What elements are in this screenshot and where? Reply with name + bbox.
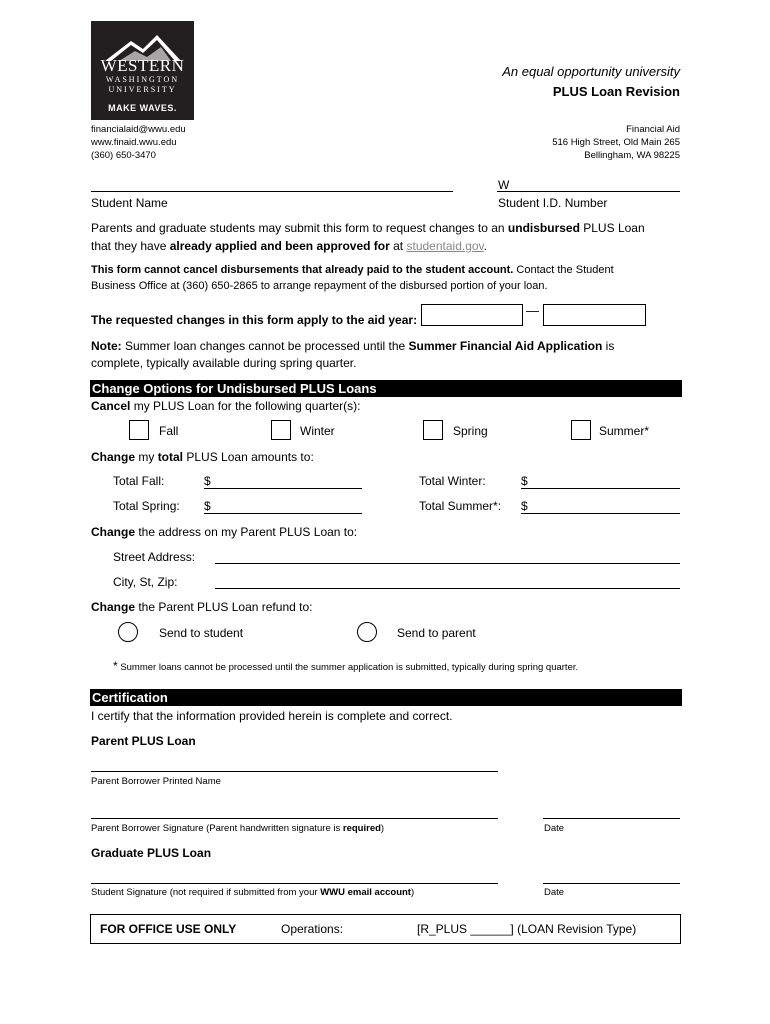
summer-processing-note: * Summer loans cannot be processed until the summer application is submitted, typically during spring quarter. (113, 659, 579, 673)
fall-label: Fall (159, 424, 179, 438)
total-winter-dollar: $ (521, 474, 528, 488)
graduate-plus-heading: Graduate PLUS Loan (91, 846, 212, 860)
logo-tagline: MAKE WAVES. (108, 103, 177, 113)
total-spring-label: Total Spring: (113, 499, 180, 513)
office-use-box (90, 914, 681, 944)
intro-paragraph-line1: Parents and graduate students may submit this form to request changes to an undisbursed PLUS Loan (91, 221, 645, 235)
student-id-prefix: W (498, 178, 510, 192)
studentaid-link[interactable]: studentaid.gov (406, 239, 484, 253)
summer-note-line2: complete, typically available during spring quarter. (91, 356, 357, 370)
student-signature-label: Student Signature (not required if submitted from your WWU email account) (91, 887, 415, 898)
parent-date-label: Date (544, 823, 565, 834)
total-summer-input[interactable] (521, 513, 680, 514)
total-fall-input[interactable] (204, 488, 362, 489)
parent-signature-input[interactable] (91, 818, 498, 819)
winter-checkbox[interactable] (271, 420, 291, 440)
aid-year-dash: — (526, 303, 539, 318)
student-date-input[interactable] (543, 883, 680, 884)
send-to-student-label: Send to student (159, 626, 244, 640)
parent-plus-heading: Parent PLUS Loan (91, 734, 196, 748)
student-id-line[interactable] (497, 191, 680, 192)
parent-printed-name-input[interactable] (91, 771, 498, 772)
equal-opportunity-text: An equal opportunity university (502, 64, 680, 79)
summer-checkbox[interactable] (571, 420, 591, 440)
disbursement-warning-line1: This form cannot cancel disbursements that already paid to the student account. Contact the Student (91, 264, 614, 276)
total-summer-dollar: $ (521, 499, 528, 513)
city-st-zip-input[interactable] (215, 588, 680, 589)
parent-signature-label: Parent Borrower Signature (Parent handwritten signature is required) (91, 823, 385, 834)
contact-email: financialaid@wwu.edu (91, 124, 186, 135)
total-spring-input[interactable] (204, 513, 362, 514)
revision-type-code: [R_PLUS ______] (LOAN Revision Type) (417, 922, 637, 936)
office-street: 516 High Street, Old Main 265 (552, 137, 680, 148)
office-use-label: FOR OFFICE USE ONLY (100, 922, 237, 936)
spring-checkbox[interactable] (423, 420, 443, 440)
certification-statement: I certify that the information provided herein is complete and correct. (91, 709, 453, 723)
parent-printed-name-label: Parent Borrower Printed Name (91, 776, 221, 787)
logo-university: UNIVERSITY (108, 85, 177, 94)
aid-year-label: The requested changes in this form apply to the aid year: (91, 313, 418, 327)
contact-phone: (360) 650-3470 (91, 150, 156, 161)
university-logo (91, 21, 194, 120)
disbursement-warning-line2: Business Office at (360) 650-2865 to arrange repayment of the disbursed portion of your loan. (91, 280, 548, 292)
total-fall-label: Total Fall: (113, 474, 165, 488)
total-summer-label: Total Summer*: (419, 499, 502, 513)
operations-label: Operations: (281, 922, 344, 936)
office-name: Financial Aid (626, 124, 680, 135)
parent-date-input[interactable] (543, 818, 680, 819)
intro-paragraph-line2: that they have already applied and been approved for at studentaid.gov. (91, 239, 487, 253)
summer-note-line1: Note: Summer loan changes cannot be processed until the Summer Financial Aid Application is (91, 339, 615, 353)
aid-year-start-input[interactable] (421, 304, 523, 326)
aid-year-end-input[interactable] (543, 304, 646, 326)
student-name-line[interactable] (91, 191, 453, 192)
office-city: Bellingham, WA 98225 (584, 150, 680, 161)
total-winter-input[interactable] (521, 488, 680, 489)
change-address-label: Change the address on my Parent PLUS Loan to: (91, 525, 358, 539)
summer-label: Summer* (599, 424, 650, 438)
street-address-input[interactable] (215, 563, 680, 564)
send-to-student-radio[interactable] (118, 622, 138, 642)
change-refund-label: Change the Parent PLUS Loan refund to: (91, 600, 313, 614)
total-spring-dollar: $ (204, 499, 211, 513)
cancel-label: Cancel my PLUS Loan for the following quarter(s): (91, 399, 361, 413)
send-to-parent-radio[interactable] (357, 622, 377, 642)
street-address-label: Street Address: (113, 550, 196, 564)
logo-washington: WASHINGTON (105, 75, 180, 84)
send-to-parent-label: Send to parent (397, 626, 476, 640)
winter-label: Winter (300, 424, 335, 438)
student-signature-input[interactable] (91, 883, 498, 884)
certification-heading: Certification (90, 689, 682, 706)
total-fall-dollar: $ (204, 474, 211, 488)
change-total-label: Change my total PLUS Loan amounts to: (91, 450, 314, 464)
contact-web: www.finaid.wwu.edu (91, 137, 177, 148)
student-name-label: Student Name (91, 196, 168, 210)
options-section-heading: Change Options for Undisbursed PLUS Loans (90, 380, 682, 397)
form-title: PLUS Loan Revision (552, 84, 680, 99)
student-id-label: Student I.D. Number (498, 196, 608, 210)
fall-checkbox[interactable] (129, 420, 149, 440)
total-winter-label: Total Winter: (419, 474, 486, 488)
spring-label: Spring (453, 424, 488, 438)
logo-western: WESTERN (100, 56, 185, 75)
city-st-zip-label: City, St, Zip: (113, 575, 178, 589)
student-date-label: Date (544, 887, 565, 898)
